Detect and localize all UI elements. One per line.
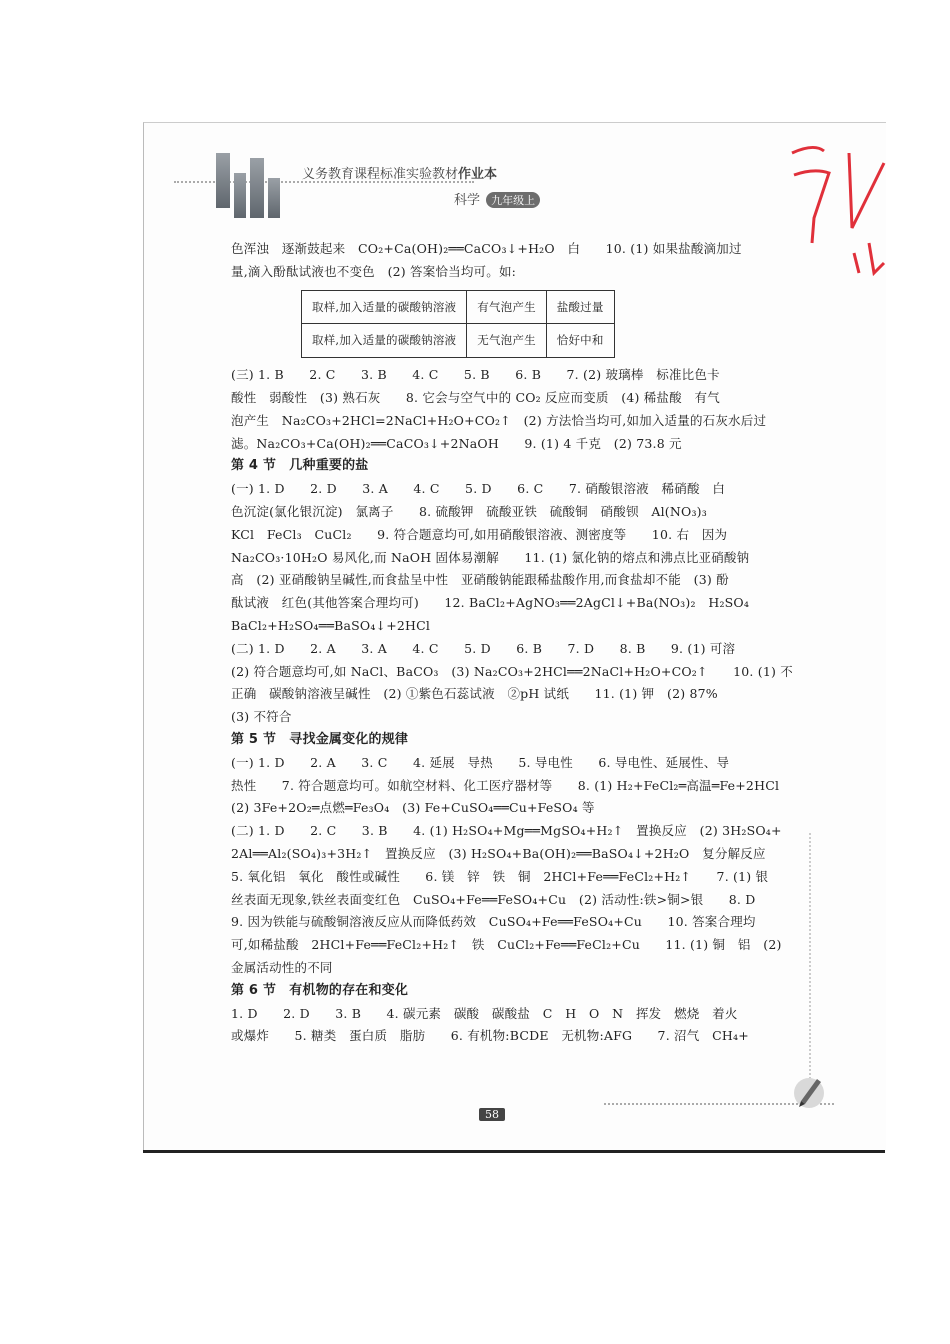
page-number: 58 <box>479 1108 505 1121</box>
margin-dotted-rule <box>809 833 811 1103</box>
grade-pill: 九年级上 <box>486 192 540 208</box>
text-line: (一) 1. D 2. A 3. C 4. 延展 导热 5. 导电性 6. 导电性、延展性、导 <box>231 754 730 770</box>
text-line: 丝表面无现象,铁丝表面变红色 CuSO₄+Fe══FeSO₄+Cu (2) 活动性:铁>铜>银 8. D <box>231 891 756 907</box>
text-line: 1. D 2. D 3. B 4. 碳元素 碳酸 碳酸盐 C H O N 挥发 燃烧 着火 <box>231 1005 738 1021</box>
table-cell: 无气泡产生 <box>467 324 547 358</box>
answer-content <box>231 238 801 1048</box>
text-line: 泡产生 Na₂CO₃+2HCl=2NaCl+H₂O+CO₂↑ (2) 方法恰当均可,如加入适量的石灰水后过 <box>231 412 767 428</box>
text-line: 量,滴入酚酞试液也不变色 (2) 答案恰当均可。如: <box>231 263 517 279</box>
subject-label: 科学 九年级上 <box>454 189 540 208</box>
text-line: (二) 1. D 2. A 3. A 4. C 5. D 6. B 7. D 8. B 9. (1) 可溶 <box>231 640 736 656</box>
answer-table <box>301 290 615 359</box>
text-line: 热性 7. 符合题意均可。如航空材料、化工医疗器材等 8. (1) H₂+FeCl₂═高温═Fe+2HCl <box>231 777 780 793</box>
section-heading: 第 5 节 寻找金属变化的规律 <box>231 731 409 747</box>
text-line: 酸性 弱酸性 (3) 熟石灰 8. 它会与空气中的 CO₂ 反应而变质 (4) 稀盐酸 有气 <box>231 389 720 405</box>
series-title: 义务教育课程标准实验教材作业本 <box>302 167 498 182</box>
text-line: 色浑浊 逐渐鼓起来 CO₂+Ca(OH)₂══CaCO₃↓+H₂O 白 10. (1) 如果盐酸滴加过 <box>231 241 742 256</box>
text-line: 正确 碳酸钠溶液呈碱性 (2) ①紫色石蕊试液 ②pH 试纸 11. (1) 钾 (2) 87% <box>231 686 718 702</box>
table-row <box>302 324 615 358</box>
text-line: 9. 因为铁能与硫酸铜溶液反应从而降低药效 CuSO₄+Fe══FeSO₄+Cu 10. 答案合理均 <box>231 914 756 930</box>
section-heading: 第 6 节 有机物的存在和变化 <box>231 982 409 998</box>
text-line: (三) 1. B 2. C 3. B 4. C 5. B 6. B 7. (2) 玻璃棒 标准比色卡 <box>231 367 720 383</box>
text-line: (二) 1. D 2. C 3. B 4. (1) H₂SO₄+Mg══MgSO₄+H₂↑ 置换反应 (2) 3H₂SO₄+ <box>231 823 782 839</box>
pencil-icon <box>789 1071 829 1111</box>
text-line: 可,如稀盐酸 2HCl+Fe══FeCl₂+H₂↑ 铁 CuCl₂+Fe══FeCl₂+Cu 11. (1) 铜 铝 (2) <box>231 937 782 953</box>
table-cell: 取样,加入适量的碳酸钠溶液 <box>302 324 467 358</box>
workbook-page <box>143 122 886 1153</box>
header-logo-bars <box>216 153 296 223</box>
text-line: 色沉淀(氯化银沉淀) 氯离子 8. 硫酸钾 硫酸亚铁 硫酸铜 硝酸钡 Al(NO₃)₃ <box>231 503 707 519</box>
text-line: 2Al══Al₂(SO₄)₃+3H₂↑ 置换反应 (3) H₂SO₄+Ba(OH)₂══BaSO₄↓+2H₂O 复分解反应 <box>231 845 766 861</box>
table-row <box>302 290 615 324</box>
table-cell: 盐酸过量 <box>546 290 614 324</box>
text-line: 金属活动性的不同 <box>231 959 333 975</box>
text-line: 或爆炸 5. 糖类 蛋白质 脂肪 6. 有机物:BCDE 无机物:AFG 7. 沼气 CH₄+ <box>231 1028 749 1044</box>
text-line: (2) 3Fe+2O₂═点燃═Fe₃O₄ (3) Fe+CuSO₄══Cu+FeSO₄ 等 <box>231 800 595 816</box>
text-line: KCl FeCl₃ CuCl₂ 9. 符合题意均可,如用硝酸银溶液、测密度等 10. 右 因为 <box>231 526 728 542</box>
table-cell: 恰好中和 <box>546 324 614 358</box>
text-line: 滤。Na₂CO₃+Ca(OH)₂══CaCO₃↓+2NaOH 9. (1) 4 千克 (2) 73.8 元 <box>231 435 682 451</box>
text-line: 5. 氧化铝 氧化 酸性或碱性 6. 镁 锌 铁 铜 2HCl+Fe══FeCl₂+H₂↑ 7. (1) 银 <box>231 868 769 884</box>
section-heading: 第 4 节 几种重要的盐 <box>231 458 369 474</box>
text-line: 高 (2) 亚硝酸钠呈碱性,而食盐呈中性 亚硝酸钠能跟稀盐酸作用,而食盐却不能 (3) 酚 <box>231 572 729 588</box>
table-cell: 取样,加入适量的碳酸钠溶液 <box>302 290 467 324</box>
page-bottom-edge <box>143 1150 885 1153</box>
page-header <box>144 123 886 233</box>
text-line: (一) 1. D 2. D 3. A 4. C 5. D 6. C 7. 硝酸银溶液 稀硝酸 白 <box>231 481 726 497</box>
text-line: 酞试液 红色(其他答案合理均可) 12. BaCl₂+AgNO₃══2AgCl↓+Ba(NO₃)₂ H₂SO₄ <box>231 595 750 611</box>
text-line: BaCl₂+H₂SO₄══BaSO₄↓+2HCl <box>231 617 431 633</box>
table-cell: 有气泡产生 <box>467 290 547 324</box>
text-line: Na₂CO₃·10H₂O 易风化,而 NaOH 固体易潮解 11. (1) 氯化钠的熔点和沸点比亚硝酸钠 <box>231 549 750 565</box>
text-line: (3) 不符合 <box>231 709 292 725</box>
text-line: (2) 符合题意均可,如 NaCl、BaCO₃ (3) Na₂CO₃+2HCl══2NaCl+H₂O+CO₂↑ 10. (1) 不 <box>231 663 793 679</box>
